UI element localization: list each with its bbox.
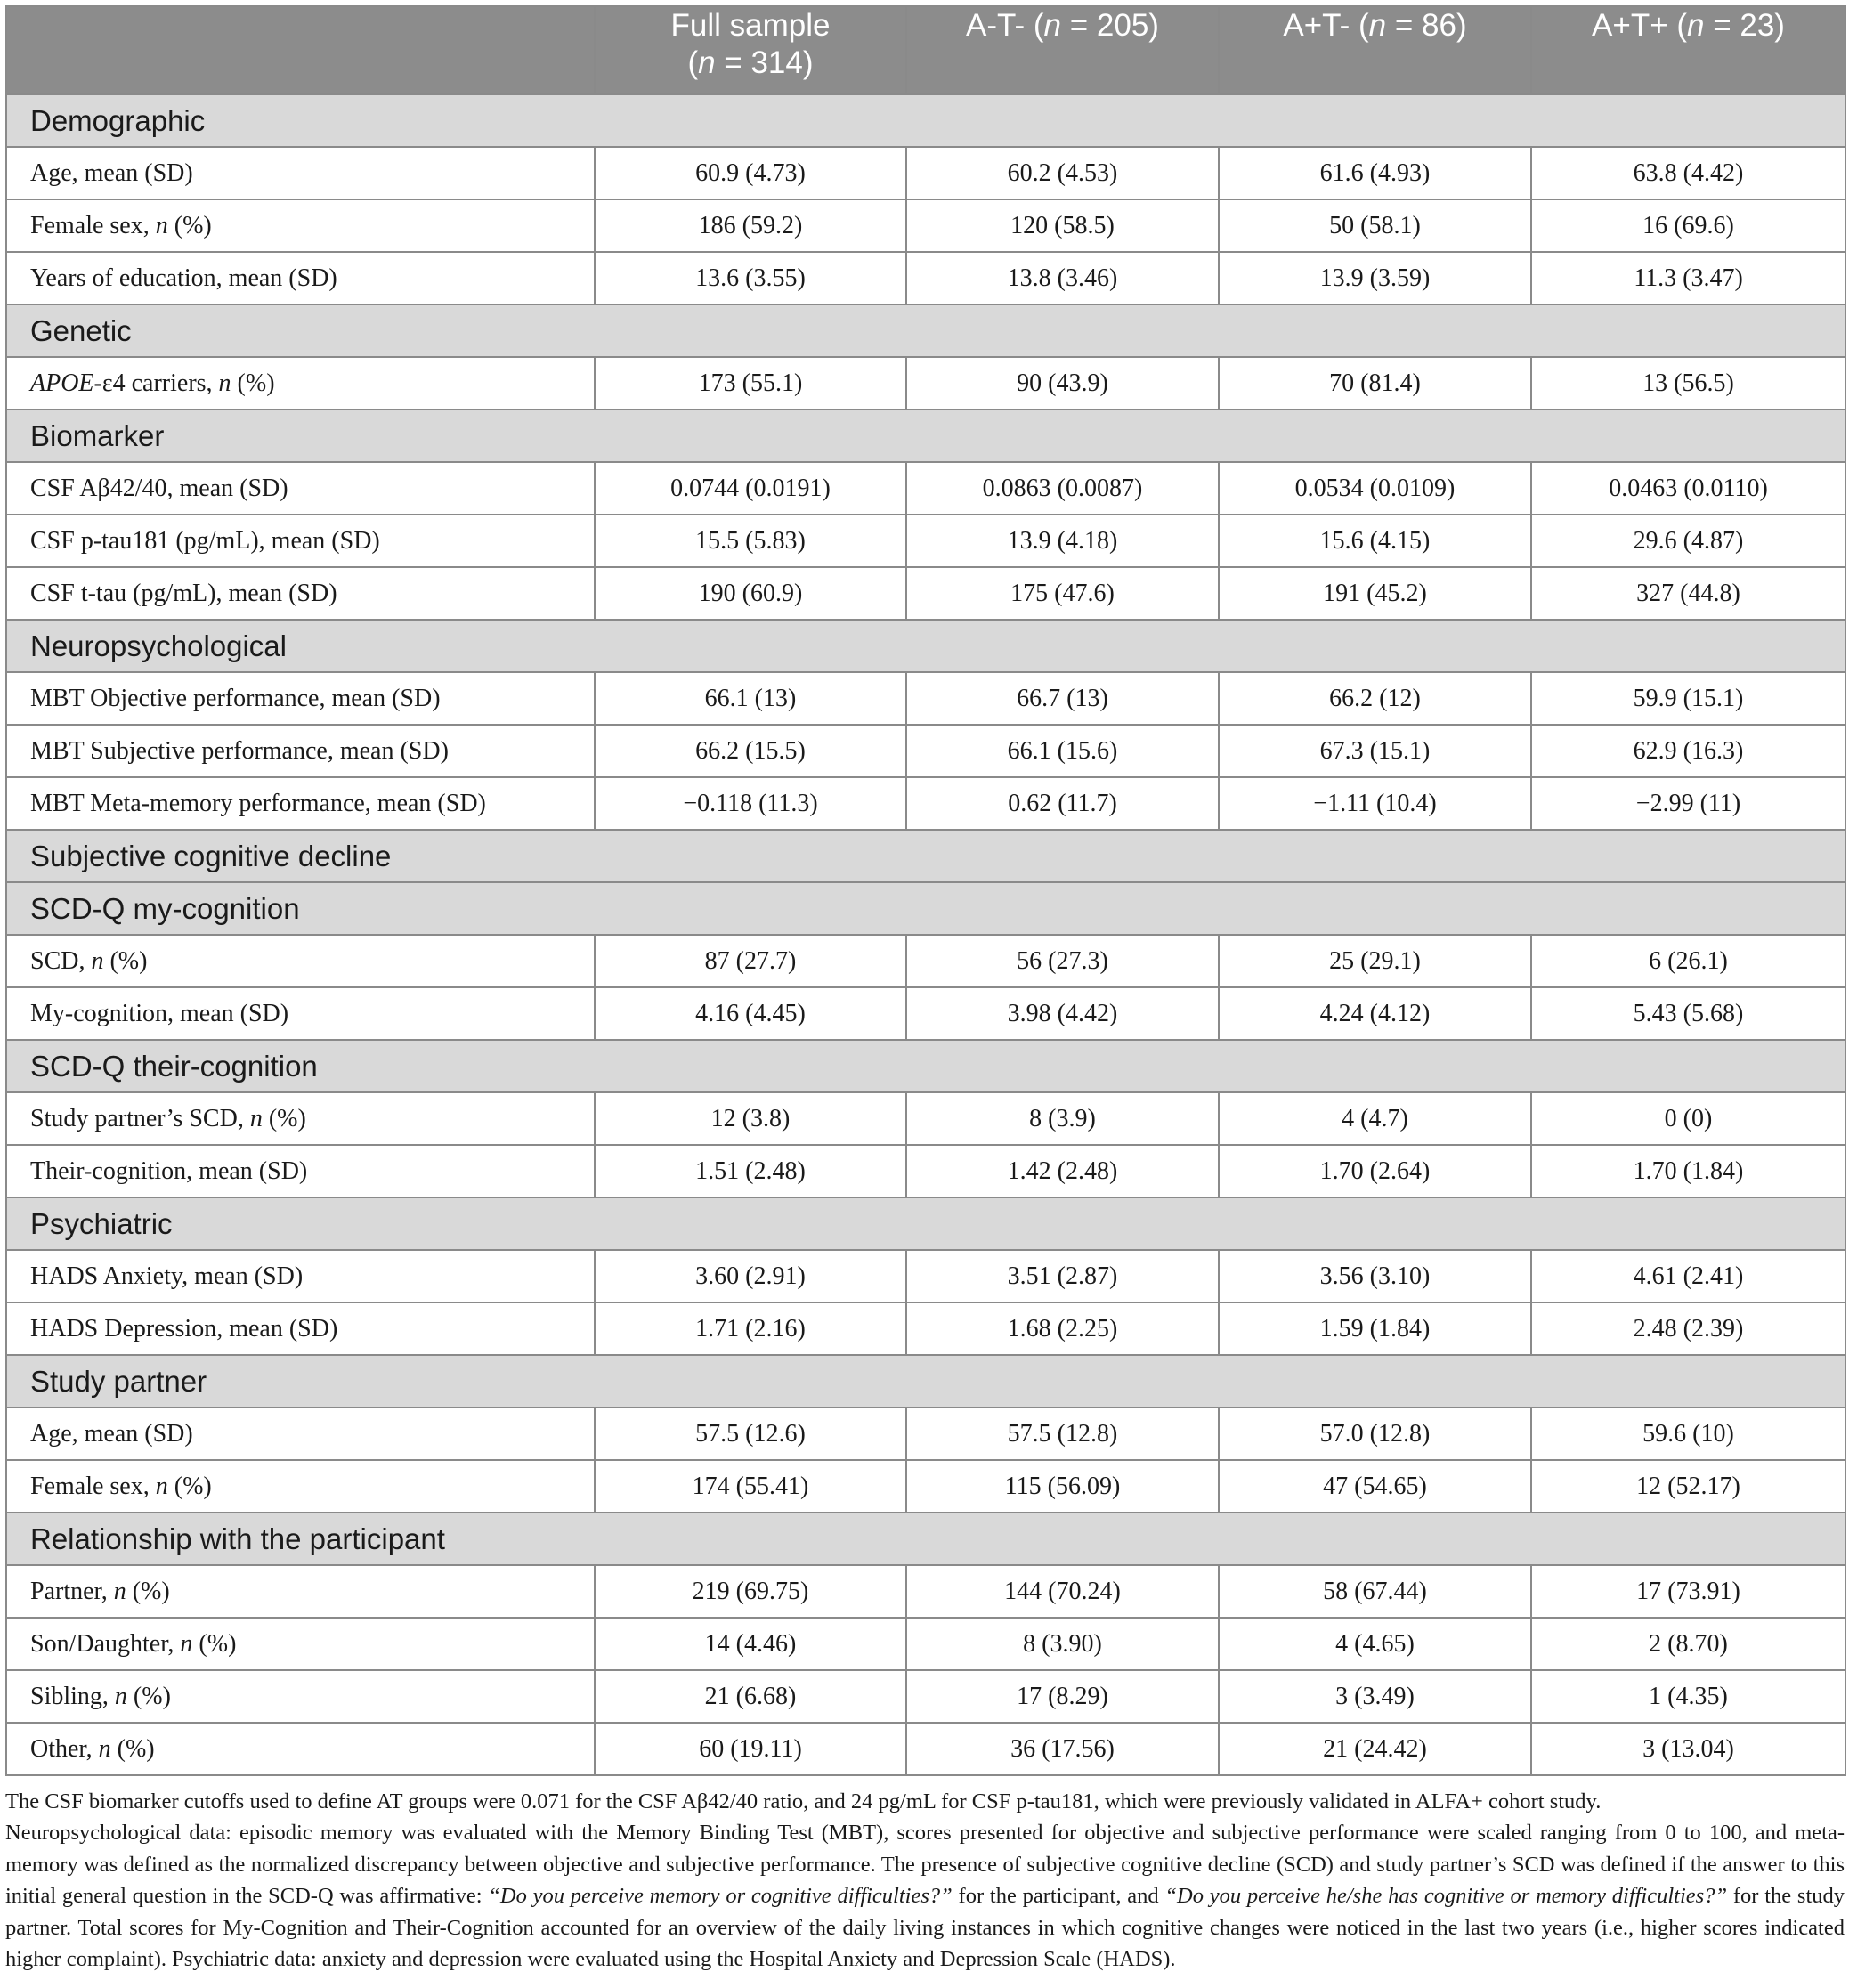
table-cell: 57.5 (12.8) bbox=[906, 1408, 1219, 1460]
section-title: Study partner bbox=[6, 1355, 1845, 1408]
table-cell: 190 (60.9) bbox=[595, 567, 906, 620]
section-header-row bbox=[6, 94, 1845, 147]
table-cell: 173 (55.1) bbox=[595, 357, 906, 410]
table-cell: 8 (3.90) bbox=[906, 1618, 1219, 1670]
table-cell: 67.3 (15.1) bbox=[1219, 725, 1531, 777]
table-cell: 3.98 (4.42) bbox=[906, 987, 1219, 1040]
row-label: MBT Meta-memory performance, mean (SD) bbox=[6, 777, 595, 830]
table-row bbox=[6, 1302, 1845, 1355]
header-blank-cell bbox=[6, 6, 595, 94]
table-cell: 56 (27.3) bbox=[906, 935, 1219, 987]
table-cell: 0.0744 (0.0191) bbox=[595, 462, 906, 515]
demographics-table bbox=[5, 5, 1846, 1776]
table-row bbox=[6, 777, 1845, 830]
table-row bbox=[6, 462, 1845, 515]
row-label: MBT Subjective performance, mean (SD) bbox=[6, 725, 595, 777]
table-cell: 5.43 (5.68) bbox=[1531, 987, 1845, 1040]
table-cell: 29.6 (4.87) bbox=[1531, 515, 1845, 567]
table-row bbox=[6, 725, 1845, 777]
table-cell: 4.61 (2.41) bbox=[1531, 1250, 1845, 1302]
table-cell: 57.0 (12.8) bbox=[1219, 1408, 1531, 1460]
table-cell: 3.51 (2.87) bbox=[906, 1250, 1219, 1302]
row-label: Their-cognition, mean (SD) bbox=[6, 1145, 595, 1197]
header-full-sample: Full sample (n = 314) bbox=[595, 6, 906, 94]
table-cell: 87 (27.7) bbox=[595, 935, 906, 987]
table-cell: 1 (4.35) bbox=[1531, 1670, 1845, 1723]
table-cell: 2.48 (2.39) bbox=[1531, 1302, 1845, 1355]
table-cell: 3.60 (2.91) bbox=[595, 1250, 906, 1302]
table-row bbox=[6, 1565, 1845, 1618]
table-cell: 13.6 (3.55) bbox=[595, 252, 906, 304]
table-row bbox=[6, 1618, 1845, 1670]
row-label: Female sex, n (%) bbox=[6, 1460, 595, 1513]
row-label: MBT Objective performance, mean (SD) bbox=[6, 672, 595, 725]
table-row bbox=[6, 1092, 1845, 1145]
table-cell: 4.24 (4.12) bbox=[1219, 987, 1531, 1040]
table-cell: 62.9 (16.3) bbox=[1531, 725, 1845, 777]
table-cell: 1.42 (2.48) bbox=[906, 1145, 1219, 1197]
table-cell: −1.11 (10.4) bbox=[1219, 777, 1531, 830]
row-label: HADS Depression, mean (SD) bbox=[6, 1302, 595, 1355]
row-label: Study partner’s SCD, n (%) bbox=[6, 1092, 595, 1145]
row-label: Son/Daughter, n (%) bbox=[6, 1618, 595, 1670]
section-header-row bbox=[6, 882, 1845, 935]
table-cell: 186 (59.2) bbox=[595, 199, 906, 252]
section-header-row bbox=[6, 410, 1845, 462]
table-cell: 115 (56.09) bbox=[906, 1460, 1219, 1513]
table-cell: 1.71 (2.16) bbox=[595, 1302, 906, 1355]
table-cell: 0 (0) bbox=[1531, 1092, 1845, 1145]
table-cell: 66.2 (12) bbox=[1219, 672, 1531, 725]
table-cell: 6 (26.1) bbox=[1531, 935, 1845, 987]
row-label: APOE-ε4 carriers, n (%) bbox=[6, 357, 595, 410]
table-cell: 2 (8.70) bbox=[1531, 1618, 1845, 1670]
table-cell: 50 (58.1) bbox=[1219, 199, 1531, 252]
table-cell: 219 (69.75) bbox=[595, 1565, 906, 1618]
table-cell: 191 (45.2) bbox=[1219, 567, 1531, 620]
row-label: Female sex, n (%) bbox=[6, 199, 595, 252]
table-cell: 1.51 (2.48) bbox=[595, 1145, 906, 1197]
table-cell: 16 (69.6) bbox=[1531, 199, 1845, 252]
table-row bbox=[6, 1250, 1845, 1302]
table-cell: 0.62 (11.7) bbox=[906, 777, 1219, 830]
section-title: Psychiatric bbox=[6, 1197, 1845, 1250]
table-cell: −0.118 (11.3) bbox=[595, 777, 906, 830]
section-header-row bbox=[6, 1040, 1845, 1092]
row-label: CSF Aβ42/40, mean (SD) bbox=[6, 462, 595, 515]
table-cell: 21 (6.68) bbox=[595, 1670, 906, 1723]
table-row bbox=[6, 672, 1845, 725]
table-row bbox=[6, 935, 1845, 987]
section-title: Genetic bbox=[6, 304, 1845, 357]
table-row bbox=[6, 515, 1845, 567]
section-header-row bbox=[6, 620, 1845, 672]
table-footnote bbox=[5, 1786, 1845, 1975]
table-cell: 60.2 (4.53) bbox=[906, 147, 1219, 199]
table-cell: 3 (3.49) bbox=[1219, 1670, 1531, 1723]
table-cell: 175 (47.6) bbox=[906, 567, 1219, 620]
section-header-row bbox=[6, 830, 1845, 882]
row-label: CSF p-tau181 (pg/mL), mean (SD) bbox=[6, 515, 595, 567]
section-title: Biomarker bbox=[6, 410, 1845, 462]
header-a-plus-t-minus: A+T- (n = 86) bbox=[1219, 6, 1531, 94]
table-cell: 14 (4.46) bbox=[595, 1618, 906, 1670]
table-cell: 120 (58.5) bbox=[906, 199, 1219, 252]
row-label: My-cognition, mean (SD) bbox=[6, 987, 595, 1040]
section-header-row bbox=[6, 304, 1845, 357]
table-cell: 11.3 (3.47) bbox=[1531, 252, 1845, 304]
table-header bbox=[6, 6, 1845, 94]
table-cell: 13.9 (3.59) bbox=[1219, 252, 1531, 304]
row-label: Years of education, mean (SD) bbox=[6, 252, 595, 304]
table-cell: 66.7 (13) bbox=[906, 672, 1219, 725]
table-cell: 4 (4.7) bbox=[1219, 1092, 1531, 1145]
table-row bbox=[6, 199, 1845, 252]
table-cell: 0.0463 (0.0110) bbox=[1531, 462, 1845, 515]
table-cell: 17 (8.29) bbox=[906, 1670, 1219, 1723]
table-cell: 36 (17.56) bbox=[906, 1723, 1219, 1775]
row-label: Other, n (%) bbox=[6, 1723, 595, 1775]
header-a-plus-t-plus: A+T+ (n = 23) bbox=[1531, 6, 1845, 94]
table-cell: −2.99 (11) bbox=[1531, 777, 1845, 830]
header-a-minus-t-minus: A-T- (n = 205) bbox=[906, 6, 1219, 94]
footnote-biomarker-cutoffs: The CSF biomarker cutoffs used to define AT groups were 0.071 for the CSF Aβ42/40 ratio, and 24 pg/mL for CSF p-tau181, which were previously validated in ALFA+ cohort study. bbox=[5, 1789, 1602, 1814]
table-cell: 90 (43.9) bbox=[906, 357, 1219, 410]
row-label: SCD, n (%) bbox=[6, 935, 595, 987]
footnote-methods: Neuropsychological data: episodic memory was evaluated with the Memory Binding Test (MBT), scores presented for objective and subjective performance were scaled ranging from 0 to 100, and meta-memory was defined as the normalized discrepancy between objective and subjective performance. The presence of subjective cognitive decline (SCD) and study partner’s SCD was defined if the answer to this initial general question in the SCD-Q was affirmative: “Do you perceive memory or cognitive difficulties?” for the participant, and “Do you perceive he/she has cognitive or memory difficulties?” for the study partner. Total scores for My-Cognition and Their-Cognition accounted for an overview of the daily living instances in which cognitive changes were noticed in the last two years (i.e., higher scores indicated higher complaint). Psychiatric data: anxiety and depression were evaluated using the Hospital Anxiety and Depression Scale (HADS). bbox=[5, 1821, 1845, 1972]
section-title: Subjective cognitive decline bbox=[6, 830, 1845, 882]
footnote-question-participant: “Do you perceive memory or cognitive difficulties?” bbox=[488, 1884, 953, 1909]
table-cell: 66.1 (13) bbox=[595, 672, 906, 725]
table-row bbox=[6, 1145, 1845, 1197]
table-cell: 60 (19.11) bbox=[595, 1723, 906, 1775]
table-cell: 21 (24.42) bbox=[1219, 1723, 1531, 1775]
table-cell: 15.6 (4.15) bbox=[1219, 515, 1531, 567]
table-cell: 13.9 (4.18) bbox=[906, 515, 1219, 567]
table-row bbox=[6, 1460, 1845, 1513]
table-cell: 174 (55.41) bbox=[595, 1460, 906, 1513]
row-label: CSF t-tau (pg/mL), mean (SD) bbox=[6, 567, 595, 620]
table-row bbox=[6, 1408, 1845, 1460]
table-row bbox=[6, 357, 1845, 410]
row-label: Partner, n (%) bbox=[6, 1565, 595, 1618]
section-title: SCD-Q my-cognition bbox=[6, 882, 1845, 935]
section-title: Demographic bbox=[6, 94, 1845, 147]
table-row bbox=[6, 147, 1845, 199]
row-label: HADS Anxiety, mean (SD) bbox=[6, 1250, 595, 1302]
table-cell: 15.5 (5.83) bbox=[595, 515, 906, 567]
table-cell: 3.56 (3.10) bbox=[1219, 1250, 1531, 1302]
table-row bbox=[6, 252, 1845, 304]
table-cell: 17 (73.91) bbox=[1531, 1565, 1845, 1618]
table-cell: 66.1 (15.6) bbox=[906, 725, 1219, 777]
row-label: Age, mean (SD) bbox=[6, 147, 595, 199]
table-cell: 1.68 (2.25) bbox=[906, 1302, 1219, 1355]
table-cell: 12 (3.8) bbox=[595, 1092, 906, 1145]
table-cell: 1.70 (2.64) bbox=[1219, 1145, 1531, 1197]
table-cell: 144 (70.24) bbox=[906, 1565, 1219, 1618]
table-cell: 0.0534 (0.0109) bbox=[1219, 462, 1531, 515]
section-header-row bbox=[6, 1355, 1845, 1408]
table-cell: 61.6 (4.93) bbox=[1219, 147, 1531, 199]
table-cell: 47 (54.65) bbox=[1219, 1460, 1531, 1513]
table-cell: 8 (3.9) bbox=[906, 1092, 1219, 1145]
section-title: SCD-Q their-cognition bbox=[6, 1040, 1845, 1092]
table-cell: 4 (4.65) bbox=[1219, 1618, 1531, 1670]
table-cell: 3 (13.04) bbox=[1531, 1723, 1845, 1775]
section-title: Neuropsychological bbox=[6, 620, 1845, 672]
section-title: Relationship with the participant bbox=[6, 1513, 1845, 1565]
table-cell: 4.16 (4.45) bbox=[595, 987, 906, 1040]
table-cell: 1.70 (1.84) bbox=[1531, 1145, 1845, 1197]
table-cell: 59.9 (15.1) bbox=[1531, 672, 1845, 725]
row-label: Age, mean (SD) bbox=[6, 1408, 595, 1460]
table-cell: 58 (67.44) bbox=[1219, 1565, 1531, 1618]
table-cell: 63.8 (4.42) bbox=[1531, 147, 1845, 199]
table-cell: 12 (52.17) bbox=[1531, 1460, 1845, 1513]
row-label: Sibling, n (%) bbox=[6, 1670, 595, 1723]
table-body bbox=[6, 94, 1845, 1775]
table-cell: 1.59 (1.84) bbox=[1219, 1302, 1531, 1355]
table-row bbox=[6, 1723, 1845, 1775]
table-cell: 59.6 (10) bbox=[1531, 1408, 1845, 1460]
table-cell: 13.8 (3.46) bbox=[906, 252, 1219, 304]
table-row bbox=[6, 567, 1845, 620]
table-cell: 70 (81.4) bbox=[1219, 357, 1531, 410]
table-cell: 25 (29.1) bbox=[1219, 935, 1531, 987]
table-cell: 57.5 (12.6) bbox=[595, 1408, 906, 1460]
footnote-question-partner: “Do you perceive he/she has cognitive or memory difficulties?” bbox=[1164, 1884, 1728, 1909]
table-row bbox=[6, 1670, 1845, 1723]
section-header-row bbox=[6, 1197, 1845, 1250]
table-row bbox=[6, 987, 1845, 1040]
section-header-row bbox=[6, 1513, 1845, 1565]
table-cell: 60.9 (4.73) bbox=[595, 147, 906, 199]
table-cell: 66.2 (15.5) bbox=[595, 725, 906, 777]
table-cell: 327 (44.8) bbox=[1531, 567, 1845, 620]
table-cell: 0.0863 (0.0087) bbox=[906, 462, 1219, 515]
table-cell: 13 (56.5) bbox=[1531, 357, 1845, 410]
